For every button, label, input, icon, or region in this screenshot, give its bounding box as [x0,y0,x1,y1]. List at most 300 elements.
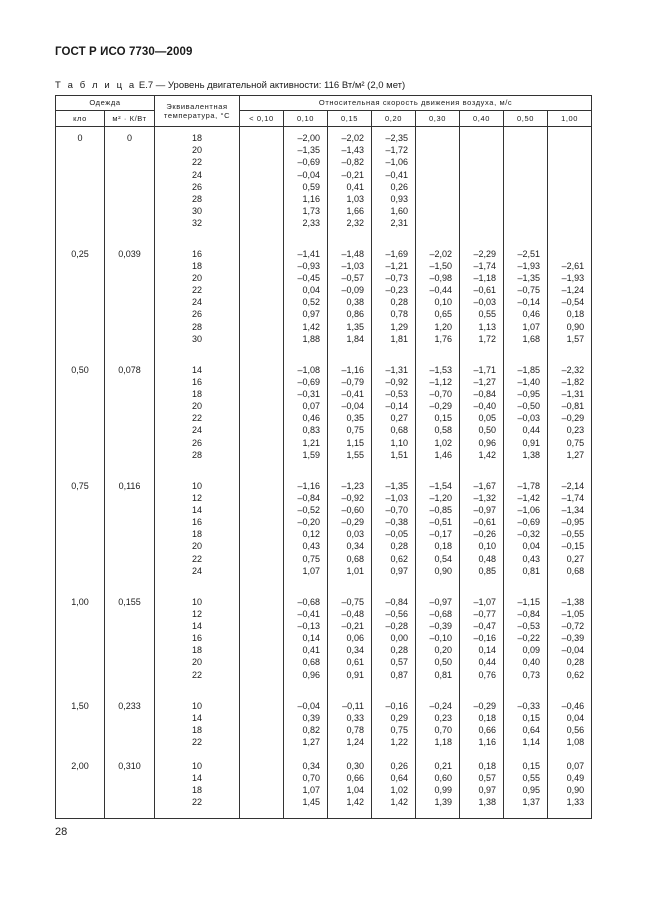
pmv-value: –1,53 [429,364,453,375]
clo-value: 0,75 [56,475,105,591]
pmv-value: 1,27 [566,449,585,460]
pmv-value [416,217,452,229]
pmv-value: 0,96 [478,437,497,448]
header-speed: 0,30 [416,111,460,127]
temperature-value: 10 [192,700,203,711]
pmv-value: 0,15 [434,413,453,424]
pmv-cell [284,475,328,591]
pmv-value: 1,76 [434,333,453,344]
pmv-value: 1,33 [566,797,585,808]
pmv-value: –0,11 [342,700,365,711]
pmv-value: 0,62 [390,553,409,564]
header-speed: 0,15 [328,111,372,127]
insulation-value: 0,155 [105,591,155,695]
pmv-value: 0,28 [390,541,409,552]
temperature-value: 18 [192,260,203,271]
pmv-value: 0,61 [346,657,365,668]
pmv-value: –0,14 [517,297,541,308]
pmv-value: –1,16 [297,480,321,491]
pmv-value: –0,21 [341,620,365,631]
pmv-value: –0,20 [297,517,321,528]
pmv-value: –2,14 [561,480,585,491]
pmv-value: 0,04 [522,541,541,552]
pmv-value [240,284,276,296]
pmv-value: –2,29 [473,248,497,259]
pmv-value [240,644,276,656]
pmv-value: 0,40 [522,657,541,668]
pmv-value: –1,71 [473,364,497,375]
pmv-value [240,156,276,168]
pmv-cell [284,359,328,475]
pmv-value [240,760,276,772]
pmv-value: –1,50 [429,260,453,271]
temperature-value: 28 [192,449,203,460]
pmv-value: –1,18 [473,272,497,283]
pmv-value [240,553,276,565]
pmv-value: 0,10 [478,541,497,552]
pmv-value [548,205,584,217]
pmv-value: 0,34 [302,760,321,771]
pmv-value: 1,73 [302,206,321,217]
pmv-value: –0,26 [473,529,497,540]
pmv-value [240,376,276,388]
pmv-cell [328,359,372,475]
pmv-value: 0,57 [390,657,409,668]
pmv-cell [548,475,592,591]
pmv-value: 0,97 [302,309,321,320]
pmv-value: –2,35 [385,133,409,143]
pmv-value: –1,67 [473,480,497,491]
pmv-value: 0,28 [390,297,409,308]
temperature-value: 12 [192,608,203,619]
pmv-value: –0,31 [297,388,321,399]
pmv-value: –0,29 [429,401,453,412]
temperature-value: 18 [192,724,203,735]
pmv-value [416,205,452,217]
pmv-value: –0,41 [385,169,409,180]
pmv-cell [460,475,504,591]
pmv-value: 1,81 [390,333,409,344]
header-speed: 0,20 [372,111,416,127]
pmv-value: –1,82 [561,376,585,387]
pmv-value: –0,98 [429,272,453,283]
pmv-cell [504,243,548,359]
pmv-value: –0,38 [385,517,409,528]
pmv-value: 0,09 [522,645,541,656]
pmv-value: –0,03 [517,413,541,424]
pmv-value: 0,87 [390,669,409,680]
pmv-value: –0,75 [517,285,541,296]
pmv-value: –1,41 [297,248,321,259]
pmv-value: 0,23 [434,712,453,723]
pmv-value: 0,96 [302,669,321,680]
pmv-value: 0,18 [478,712,497,723]
pmv-cell [372,695,416,755]
temperature-value: 28 [192,193,203,204]
pmv-value: –0,41 [297,608,321,619]
table-row-group [56,127,592,243]
temperature-value: 16 [192,376,203,387]
pmv-cell [328,755,372,819]
temperature-cell [155,695,240,755]
pmv-cell [504,591,548,695]
pmv-value [416,193,452,205]
pmv-value [240,193,276,205]
pmv-value [548,248,584,260]
pmv-value: 0,70 [302,772,321,783]
pmv-cell [328,591,372,695]
pmv-value [240,620,276,632]
pmv-value [460,132,496,144]
pmv-value: 1,88 [302,333,321,344]
pmv-value: 0,28 [390,645,409,656]
pmv-cell [416,359,460,475]
pmv-value [460,181,496,193]
pmv-value: –1,32 [473,492,497,503]
pmv-table [55,95,592,819]
pmv-value: 1,02 [390,784,409,795]
pmv-value: 1,24 [346,737,365,748]
pmv-value: 0,10 [434,297,453,308]
pmv-value: –0,28 [385,620,409,631]
pmv-value: –0,23 [385,285,409,296]
pmv-value: –0,29 [473,700,497,711]
pmv-value: –0,15 [561,541,585,552]
temperature-value: 32 [192,218,203,229]
temperature-value: 22 [192,285,203,296]
pmv-value: 0,43 [522,553,541,564]
pmv-value: –2,32 [561,364,585,375]
pmv-value: 1,16 [478,737,497,748]
pmv-value [240,248,276,260]
pmv-value: –2,02 [341,133,365,143]
pmv-value: –0,55 [561,529,585,540]
pmv-value [416,144,452,156]
pmv-value: –0,85 [429,504,453,515]
temperature-value: 28 [192,321,203,332]
pmv-value: –0,79 [341,376,365,387]
pmv-value: 0,07 [566,760,585,771]
pmv-value: 1,59 [302,449,321,460]
pmv-value: 1,46 [434,449,453,460]
pmv-value: 0,30 [346,760,365,771]
pmv-value: –0,61 [473,285,497,296]
pmv-value: –1,06 [517,504,541,515]
header-speed: 0,50 [504,111,548,127]
pmv-value: 0,18 [434,541,453,552]
pmv-value: –0,17 [429,529,453,540]
pmv-value: 0,43 [302,541,321,552]
pmv-cell [504,127,548,243]
pmv-value: 0,90 [566,321,585,332]
pmv-value: 2,32 [346,218,365,229]
pmv-value: –0,04 [297,700,321,711]
pmv-value [548,181,584,193]
pmv-value: 0,52 [302,297,321,308]
temperature-value: 22 [192,157,203,168]
pmv-value: 0,97 [390,565,409,576]
table-row-group [56,591,592,695]
pmv-value [504,144,540,156]
pmv-value [240,412,276,424]
pmv-value: 0,44 [522,425,541,436]
pmv-value [240,144,276,156]
pmv-value [240,480,276,492]
pmv-value [240,700,276,712]
pmv-value [460,217,496,229]
pmv-value [460,169,496,181]
pmv-value [548,132,584,144]
pmv-value: –0,40 [473,401,497,412]
pmv-value [240,217,276,229]
insulation-value: 0,078 [105,359,155,475]
pmv-value: –1,72 [385,145,409,156]
temperature-value: 20 [192,657,203,668]
pmv-value: 1,39 [434,797,453,808]
pmv-value: –0,04 [297,169,321,180]
pmv-value: –1,31 [385,364,409,375]
pmv-value: 0,57 [478,772,497,783]
temperature-value: 24 [192,425,203,436]
pmv-value: –1,21 [385,260,409,271]
pmv-value [240,364,276,376]
pmv-value: 0,65 [434,309,453,320]
pmv-value: –1,03 [385,492,409,503]
pmv-value: –0,70 [429,388,453,399]
pmv-value: 0,26 [390,760,409,771]
clo-value: 1,00 [56,591,105,695]
pmv-value [548,156,584,168]
pmv-value [240,181,276,193]
page-number: 28 [55,826,68,838]
pmv-value [416,181,452,193]
pmv-value: 1,42 [302,321,321,332]
pmv-value [240,169,276,181]
pmv-value: –0,04 [561,645,585,656]
pmv-value: 0,49 [566,772,585,783]
pmv-value: 1,57 [566,333,585,344]
pmv-value: –0,53 [385,388,409,399]
clo-value: 0 [56,127,105,243]
pmv-value: 1,15 [346,437,365,448]
temperature-value: 24 [192,169,203,180]
pmv-value: 0,27 [566,553,585,564]
pmv-value: 1,10 [390,437,409,448]
pmv-value: –0,16 [385,700,409,711]
pmv-value: –0,47 [473,620,497,631]
pmv-value: –1,24 [561,285,585,296]
pmv-value [416,156,452,168]
pmv-value: 0,83 [302,425,321,436]
pmv-value: –0,14 [385,401,409,412]
header-speed: < 0,10 [240,111,284,127]
table-row-group [56,755,592,819]
pmv-value [416,169,452,181]
pmv-value: 0,99 [434,784,453,795]
pmv-value [240,528,276,540]
table-row-group [56,359,592,475]
pmv-value: 0,64 [390,772,409,783]
pmv-value [240,632,276,644]
temperature-value: 18 [192,529,203,540]
pmv-value: –1,06 [385,157,409,168]
pmv-value: 1,02 [434,437,453,448]
pmv-value: 0,70 [434,724,453,735]
pmv-value: 0,48 [478,553,497,564]
pmv-value: 0,62 [566,669,585,680]
pmv-cell [284,243,328,359]
pmv-value: 0,81 [522,565,541,576]
pmv-value: –0,69 [517,517,541,528]
pmv-value: –0,09 [341,285,365,296]
clo-value: 2,00 [56,755,105,819]
pmv-value: –0,13 [297,620,321,631]
pmv-value: 0,59 [302,181,321,192]
pmv-value: –0,24 [429,700,453,711]
pmv-value: –0,57 [341,272,365,283]
pmv-value [240,321,276,333]
pmv-value: –1,93 [561,272,585,283]
pmv-value: –1,05 [561,608,585,619]
pmv-value: 1,20 [434,321,453,332]
temperature-value: 20 [192,541,203,552]
pmv-cell [548,359,592,475]
temperature-value: 24 [192,297,203,308]
pmv-value: –2,51 [517,248,541,259]
pmv-value [240,400,276,412]
pmv-cell [240,127,284,243]
pmv-value: 0,81 [434,669,453,680]
pmv-value [240,608,276,620]
temperature-value: 14 [192,772,203,783]
pmv-cell [284,591,328,695]
pmv-value: 0,15 [522,760,541,771]
pmv-value: 0,27 [390,413,409,424]
insulation-value: 0,116 [105,475,155,591]
pmv-value [504,132,540,144]
pmv-value: –1,35 [297,145,321,156]
temperature-cell [155,243,240,359]
pmv-value: 2,33 [302,218,321,229]
temperature-value: 30 [192,333,203,344]
pmv-value [504,193,540,205]
header-speed: 0,40 [460,111,504,127]
insulation-value: 0 [105,127,155,243]
pmv-cell [548,591,592,695]
pmv-cell [504,359,548,475]
pmv-cell [372,359,416,475]
pmv-value: 0,00 [390,633,409,644]
pmv-cell [548,695,592,755]
pmv-cell [240,243,284,359]
pmv-cell [504,755,548,819]
pmv-value: –2,00 [297,133,321,143]
pmv-value: –0,70 [385,504,409,515]
pmv-value: 1,07 [522,321,541,332]
pmv-value [240,296,276,308]
pmv-value [240,260,276,272]
temperature-cell [155,359,240,475]
pmv-value [240,272,276,284]
pmv-cell [372,755,416,819]
pmv-value [240,712,276,724]
pmv-value: 0,66 [346,772,365,783]
pmv-value: 0,05 [478,413,497,424]
pmv-value: 0,91 [522,437,541,448]
pmv-value: –0,52 [297,504,321,515]
pmv-value: 1,18 [434,737,453,748]
header-clo: кло [56,111,105,127]
pmv-value: –0,92 [385,376,409,387]
pmv-value: 0,90 [434,565,453,576]
pmv-value: 0,41 [346,181,365,192]
pmv-value: 0,50 [478,425,497,436]
pmv-value: 0,97 [478,784,497,795]
temperature-value: 10 [192,480,203,491]
pmv-value [460,156,496,168]
pmv-value: 1,42 [346,797,365,808]
pmv-value [240,669,276,681]
pmv-value: –1,85 [517,364,541,375]
pmv-value: –1,35 [517,272,541,283]
pmv-value: –1,93 [517,260,541,271]
pmv-value: –1,43 [341,145,365,156]
pmv-value [240,736,276,748]
header-clothing: Одежда [56,96,155,111]
pmv-cell [416,591,460,695]
pmv-value: 0,76 [478,669,497,680]
pmv-value: 1,07 [302,784,321,795]
pmv-value: –0,75 [341,596,365,607]
pmv-value: –0,84 [385,596,409,607]
pmv-value: –0,10 [429,633,453,644]
pmv-value: –0,29 [341,517,365,528]
pmv-value [240,437,276,449]
insulation-value: 0,233 [105,695,155,755]
pmv-value [240,596,276,608]
pmv-value: 0,35 [346,413,365,424]
pmv-value: 1,72 [478,333,497,344]
pmv-value: 0,64 [522,724,541,735]
pmv-value: 0,04 [302,285,321,296]
pmv-value: 1,68 [522,333,541,344]
pmv-value: –0,82 [341,157,365,168]
pmv-value: –0,77 [473,608,497,619]
temperature-value: 16 [192,633,203,644]
pmv-value: 0,46 [522,309,541,320]
temperature-value: 22 [192,737,203,748]
clo-value: 0,25 [56,243,105,359]
pmv-value [240,308,276,320]
pmv-cell [460,755,504,819]
pmv-cell [416,755,460,819]
pmv-value: –0,53 [517,620,541,631]
temperature-value: 14 [192,620,203,631]
caption-prefix: Т а б л и ц а [55,80,137,91]
pmv-value: –0,41 [341,388,365,399]
pmv-value: 0,68 [390,425,409,436]
header-velocity: Относительная скорость движения воздуха, м/с [240,96,592,111]
pmv-value: –1,42 [517,492,541,503]
pmv-value: 0,86 [346,309,365,320]
temperature-value: 18 [192,645,203,656]
pmv-value: 0,95 [522,784,541,795]
pmv-value: –0,81 [561,401,585,412]
pmv-value: –1,27 [473,376,497,387]
pmv-value: 0,29 [390,712,409,723]
pmv-cell [240,359,284,475]
pmv-cell [328,695,372,755]
